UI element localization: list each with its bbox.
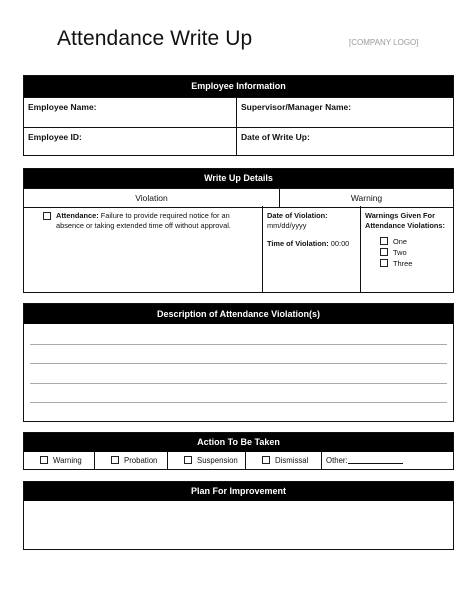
other-blank-line[interactable] <box>348 455 403 464</box>
action-option-suspension[interactable]: Suspension <box>167 452 245 469</box>
company-logo-placeholder: [COMPANY LOGO] <box>349 38 419 47</box>
date-of-violation-label: Date of Violation: <box>267 211 328 220</box>
warning-option-three[interactable]: Three <box>380 258 449 269</box>
employee-name-field[interactable]: Employee Name: <box>24 97 237 127</box>
supervisor-name-field[interactable]: Supervisor/Manager Name: <box>237 97 453 127</box>
description-heading: Description of Attendance Violation(s) <box>24 304 453 324</box>
plan-section <box>23 481 454 550</box>
violation-column-header: Violation <box>24 188 280 208</box>
checkbox-icon[interactable] <box>380 237 388 245</box>
writing-line[interactable] <box>30 344 447 345</box>
employee-id-field[interactable]: Employee ID: <box>24 127 237 156</box>
plan-heading: Plan For Improvement <box>24 482 453 501</box>
violation-datetime-cell <box>262 206 360 292</box>
violation-label: Attendance: <box>56 211 99 220</box>
time-of-violation-label: Time of Violation: <box>267 239 329 248</box>
checkbox-icon[interactable] <box>380 248 388 256</box>
action-option-other[interactable]: Other: <box>321 452 453 469</box>
checkbox-icon[interactable] <box>111 456 119 464</box>
checkbox-icon[interactable] <box>40 456 48 464</box>
checkbox-icon[interactable] <box>184 456 192 464</box>
employee-information-heading: Employee Information <box>24 76 453 97</box>
warnings-cell <box>360 206 453 292</box>
warnings-given-label: Warnings Given For Attendance Violations: <box>365 211 445 230</box>
date-of-write-up-field[interactable]: Date of Write Up: <box>237 127 453 156</box>
warning-option-one[interactable]: One <box>380 236 449 247</box>
page-title: Attendance Write Up <box>57 27 253 50</box>
employee-information-section <box>23 75 454 156</box>
checkbox-icon[interactable] <box>262 456 270 464</box>
attendance-checkbox[interactable] <box>43 212 51 220</box>
time-of-violation-value[interactable]: 00:00 <box>330 239 350 248</box>
writing-line[interactable] <box>30 383 447 384</box>
violation-text: Failure to provide required notice for an absence or taking extended time off without approval. <box>56 211 231 230</box>
action-heading: Action To Be Taken <box>24 433 453 452</box>
action-option-probation[interactable]: Probation <box>94 452 167 469</box>
action-option-dismissal[interactable]: Dismissal <box>245 452 321 469</box>
write-up-details-section <box>23 168 454 293</box>
write-up-details-heading: Write Up Details <box>24 169 453 188</box>
date-of-violation-value[interactable]: mm/dd/yyyy <box>267 221 307 230</box>
action-option-warning[interactable]: Warning <box>24 452 94 469</box>
violation-cell <box>24 206 262 292</box>
description-section <box>23 303 454 422</box>
writing-line[interactable] <box>30 363 447 364</box>
warning-column-header: Warning <box>280 188 453 208</box>
writing-line[interactable] <box>30 402 447 403</box>
action-section <box>23 432 454 470</box>
checkbox-icon[interactable] <box>380 259 388 267</box>
warning-option-two[interactable]: Two <box>380 247 449 258</box>
